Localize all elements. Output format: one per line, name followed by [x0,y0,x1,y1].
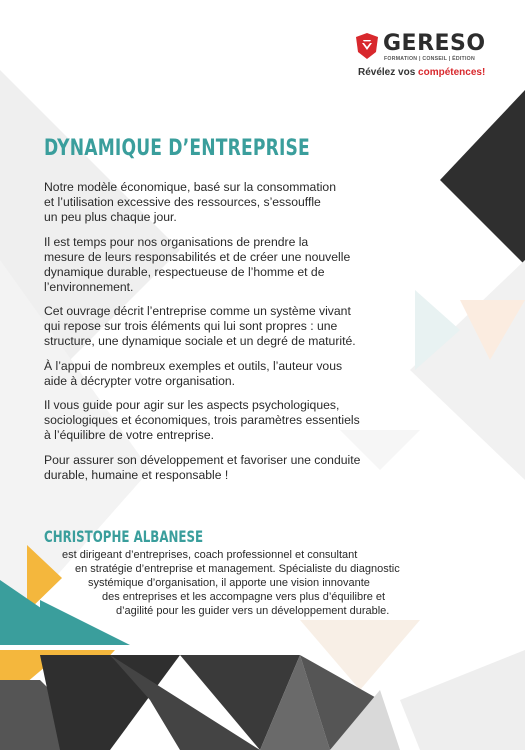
bio-line: des entreprises et les accompagne vers plus d’équilibre et [102,591,386,603]
paragraph: À l’appui de nombreux exemples et outils, l’auteur vous aide à décrypter votre organisation. [44,358,343,388]
tagline-prefix: Révélez vos [358,67,419,78]
description-body [44,180,374,492]
bio-line: systémique d’organisation, il apporte une vision innovante [88,577,370,589]
paragraph: Pour assurer son développement et favoriser une conduite durable, humaine et responsable ! [44,452,361,482]
paragraph: Cet ouvrage décrit l’entreprise comme un système vivant qui repose sur trois éléments qui lui sont propres : une structure, une dynamique sociale et un degré de maturité. [44,304,356,348]
paragraph: Notre modèle économique, basé sur la consommation et l’utilisation excessive des ressources, s’essouffle un peu plus chaque jour. [44,180,336,224]
brand-name: GERESO [383,31,486,56]
bio-line: d’agilité pour les guider vers un développement durable. [116,605,390,617]
brand-tagline [358,67,485,78]
shield-logo-icon [355,32,379,60]
author-name: CHRISTOPHE ALBANESE [44,527,204,546]
tagline-accent: compétences! [418,67,486,78]
paragraph: Il vous guide pour agir sur les aspects psychologiques, sociologiques et économiques, trois paramètres essentiels à l’équilibre de votre entreprise. [44,398,360,442]
bio-line: est dirigeant d’entreprises, coach professionnel et consultant [62,549,358,561]
paragraph: Il est temps pour nos organisations de prendre la mesure de leurs responsabilités et de créer une nouvelle dynamique durable, respectueuse de l’homme et de l’environnement. [44,234,351,294]
brand-subtitle: FORMATION | CONSEIL | ÉDITION [384,56,475,62]
bio-line: en stratégie d’entreprise et management. Spécialiste du diagnostic [75,563,400,575]
page-title: DYNAMIQUE D’ENTREPRISE [44,136,310,161]
gereso-logo [355,30,490,80]
